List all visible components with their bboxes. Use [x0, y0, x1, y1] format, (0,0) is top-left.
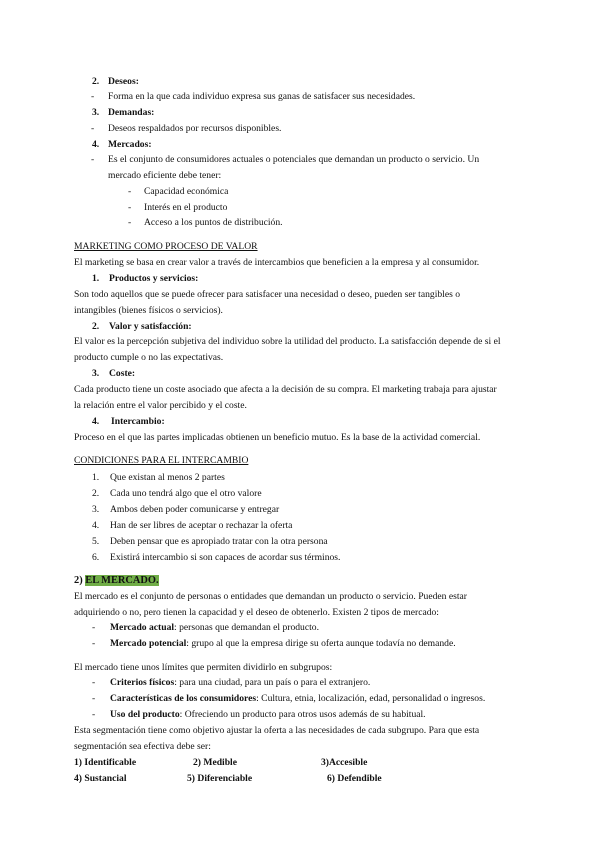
quality-item: 5) Diferenciable	[187, 773, 253, 784]
list-item: - Criterios físicos: para una ciudad, para un país o para el extranjero.	[92, 677, 371, 688]
list-item: 6. Existirá intercambio si son capaces de acordar sus términos.	[92, 552, 341, 563]
paragraph: segmentación sea efectiva debe ser:	[74, 741, 211, 752]
item-deseos-title: 2. Deseos:	[92, 76, 139, 87]
item-mercados-title: 4. Mercados:	[92, 139, 152, 150]
quality-item: 6) Defendible	[327, 773, 382, 784]
list-item: - Forma en la que cada individuo expresa sus ganas de satisfacer sus necesidades.	[91, 91, 416, 102]
list-item: 1. Que existan al menos 2 partes	[92, 472, 225, 483]
paragraph: intangibles (bienes físicos o servicios).	[74, 305, 223, 316]
quality-item: 4) Sustancial	[74, 773, 127, 784]
highlighted-heading: EL MERCADO.	[85, 575, 159, 586]
paragraph: Son todo aquellos que se puede ofrecer para satisfacer una necesidad o deseo, pueden ser tangibles o	[74, 289, 461, 300]
sub-list-item: - Interés en el producto	[128, 202, 228, 213]
list-item: - Características de los consumidores: Cultura, etnia, localización, edad, personalidad o ingresos.	[92, 693, 486, 704]
section-heading-condiciones: CONDICIONES PARA EL INTERCAMBIO	[74, 455, 249, 466]
paragraph: Cada producto tiene un coste asociado que afecta a la decisión de su compra. El marketing trabaja para ajustar	[74, 384, 497, 395]
paragraph: producto cumple o no las expectativas.	[74, 352, 224, 363]
list-item: - Es el conjunto de consumidores actuales o potenciales que demandan un producto o servicio. Un	[91, 154, 480, 165]
valor-item-title: 2. Valor y satisfacción:	[92, 321, 192, 332]
paragraph: El mercado es el conjunto de personas o entidades que demandan un producto o servicio. Pueden estar	[74, 591, 467, 602]
section-heading-valor: MARKETING COMO PROCESO DE VALOR	[74, 241, 258, 252]
item-demandas-title: 3. Demandas:	[92, 107, 155, 118]
list-item: 3. Ambos deben poder comunicarse y entregar	[92, 504, 280, 515]
valor-item-title: 1. Productos y servicios:	[92, 273, 199, 284]
quality-item: 2) Medible	[193, 757, 237, 768]
paragraph: Proceso en el que las partes implicadas obtienen un beneficio mutuo. Es la base de la actividad comercial.	[74, 432, 481, 443]
list-item: 4. Han de ser libres de aceptar o rechazar la oferta	[92, 520, 293, 531]
paragraph: adquiriendo o no, pero tienen la capacidad y el deseo de obtenerlo. Existen 2 tipos de mercado:	[74, 607, 439, 618]
list-item-continuation: mercado eficiente debe tener:	[108, 170, 222, 181]
section-heading-mercado: 2) EL MERCADO.	[74, 575, 159, 586]
list-item: 5. Deben pensar que es apropiado tratar con la otra persona	[92, 536, 328, 547]
sub-list-item: - Capacidad económica	[128, 186, 229, 197]
list-item: 2. Cada uno tendrá algo que el otro valore	[92, 488, 262, 499]
paragraph: la relación entre el valor percibido y el coste.	[74, 400, 247, 411]
list-item: - Mercado potencial: grupo al que la empresa dirige su oferta aunque todavía no demande.	[92, 638, 456, 649]
sub-list-item: - Acceso a los puntos de distribución.	[128, 217, 283, 228]
list-item: - Deseos respaldados por recursos disponibles.	[91, 123, 282, 134]
valor-item-title: 3. Coste:	[92, 368, 136, 379]
paragraph: El valor es la percepción subjetiva del individuo sobre la utilidad del producto. La satisfacción depende de si el	[74, 336, 501, 347]
list-item: - Mercado actual: personas que demandan el producto.	[92, 622, 319, 633]
paragraph: El marketing se basa en crear valor a través de intercambios que beneficien a la empresa y al consumidor.	[74, 257, 480, 268]
paragraph: El mercado tiene unos límites que permiten dividirlo en subgrupos:	[74, 662, 333, 673]
quality-item: 3)Accesible	[321, 757, 368, 768]
list-item: - Uso del producto: Ofreciendo un producto para otros usos además de su habitual.	[92, 709, 426, 720]
quality-item: 1) Identificable	[74, 757, 137, 768]
paragraph: Esta segmentación tiene como objetivo ajustar la oferta a las necesidades de cada subgrupo. Para que esta	[74, 725, 480, 736]
valor-item-title: 4. Intercambio:	[92, 416, 165, 427]
